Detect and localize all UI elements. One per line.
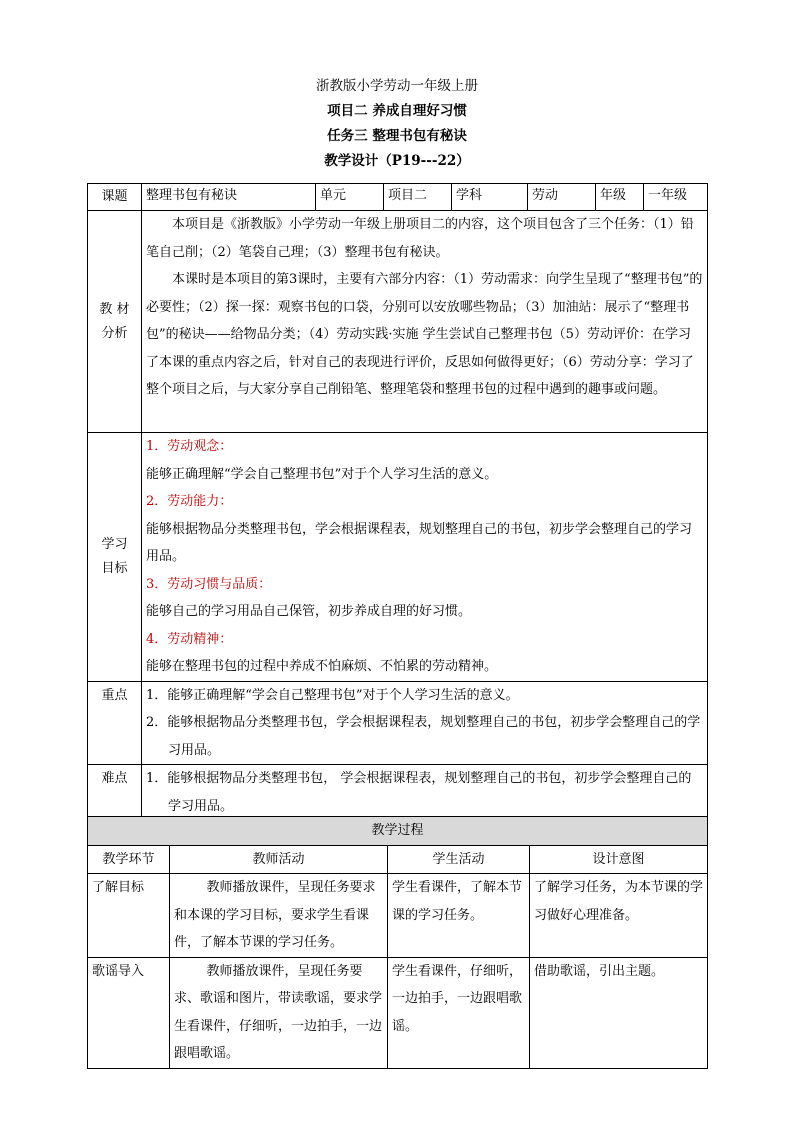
- subject-label: 学科: [452, 184, 528, 211]
- goals-label: [88, 433, 142, 682]
- analysis-paragraph: 本项目是《浙教版》小学劳动一年级上册项目二的内容，这个项目包含了三个任务：（1）铅笔自己削；（2）笔袋自己理；（3）整理书包有秘诀。: [146, 217, 694, 260]
- key-content: [142, 681, 708, 765]
- doc-title-textbook: 浙教版小学劳动一年级上册: [316, 78, 478, 94]
- unit-label: 单元: [316, 184, 384, 211]
- key-item: 2．能够根据物品分类整理书包，学会根据课程表，规划整理自己的书包，初步学会整理自己的学习用品。: [146, 715, 701, 758]
- teacher-activity: 教师播放课件，呈现任务要求、歌谣和图片，带读歌谣，要求学生看课件，仔细听，一边拍手，一边跟唱歌谣。: [170, 957, 388, 1068]
- course-label: 课题: [88, 184, 142, 211]
- analysis-row: [88, 211, 708, 433]
- analysis-label-line2: 分析: [101, 325, 128, 341]
- goal-heading: 2．劳动能力：: [146, 494, 233, 509]
- grade-label: 年级: [596, 184, 644, 211]
- goals-label-line1: 学习: [101, 536, 128, 552]
- goals-content: [142, 433, 708, 682]
- goals-row: [88, 433, 708, 682]
- student-activity: 学生看课件，了解本节课的学习任务。: [388, 874, 530, 958]
- doc-title-design: 教学设计（P19---22）: [324, 153, 470, 169]
- goal-text: 能够正确理解“学会自己整理书包”对于个人学习生活的意义。: [146, 466, 498, 482]
- teaching-process-table: [87, 816, 708, 1069]
- grade-value: 一年级: [644, 184, 708, 211]
- doc-title-project: 项目二 养成自理好习惯: [327, 103, 467, 119]
- col-header-student: 学生活动: [388, 845, 530, 874]
- goal-text: 能够在整理书包的过程中养成不怕麻烦、不怕累的劳动精神。: [146, 659, 498, 674]
- lesson-info-table: [87, 183, 708, 821]
- doc-title-task: 任务三 整理书包有秘诀: [327, 128, 467, 144]
- analysis-label: [88, 211, 142, 433]
- student-activity: 学生看课件，仔细听，一边拍手，一边跟唱歌谣。: [388, 957, 530, 1068]
- goal-heading: 3．劳动习惯与品质：: [146, 576, 272, 592]
- process-title-row: [88, 817, 708, 846]
- difficulty-label: 难点: [88, 765, 142, 821]
- analysis-paragraph: 本课时是本项目的第3课时，主要有六部分内容：（1）劳动需求：向学生呈现了“整理书包”的必要性；（2）探一探：观察书包的口袋，分别可以安放哪些物品；（3）加油站：展示了“整理书包”的秘诀——给物品分类；（4）劳动实践·实施 学生尝试自己整理书包（5）劳动评价：在学习了本课的重点内容之后，针对自己的表现进行评价，反思如何做得更好；（6）劳动分享：学习了整个项目之后，与大家分享自己削铅笔、整理笔袋和整理书包的过程中遇到的趣事或问题。: [146, 272, 703, 397]
- info-row: [88, 184, 708, 211]
- stage-cell: 歌谣导入: [88, 957, 170, 1068]
- difficulty-item: 1．能够根据物品分类整理书包， 学会根据课程表，规划整理自己的书包，初步学会整理自己的学习用品。: [146, 771, 692, 814]
- subject-value: 劳动: [528, 184, 596, 211]
- analysis-content: [142, 211, 708, 433]
- goal-text: 能够根据物品分类整理书包，学会根据课程表，规划整理自己的书包，初步学会整理自己的学习用品。: [146, 521, 693, 564]
- col-header-stage: 教学环节: [88, 845, 170, 874]
- course-value: 整理书包有秘诀: [142, 184, 316, 211]
- process-header-row: [88, 845, 708, 874]
- stage-cell: 了解目标: [88, 874, 170, 958]
- design-intent: 了解学习任务，为本节课的学习做好心理准备。: [530, 874, 708, 958]
- difficulty-content: [142, 765, 708, 821]
- process-title: 教学过程: [88, 817, 708, 846]
- design-intent: 借助歌谣，引出主题。: [530, 957, 708, 1068]
- goals-label-line2: 目标: [101, 560, 128, 576]
- goal-text: 能够自己的学习用品自己保管，初步养成自理的好习惯。: [146, 604, 472, 619]
- goal-heading: 4．劳动精神：: [146, 631, 233, 647]
- document-header: [0, 74, 794, 174]
- col-header-intent: 设计意图: [530, 845, 708, 874]
- unit-value: 项目二: [384, 184, 452, 211]
- key-label: 重点: [88, 681, 142, 765]
- analysis-label-line1: 教 材: [99, 301, 130, 317]
- process-row: [88, 957, 708, 1068]
- teacher-activity: 教师播放课件，呈现任务要求和本课的学习目标，要求学生看课件，了解本节课的学习任务。: [170, 874, 388, 958]
- difficulty-row: [88, 765, 708, 821]
- key-points-row: [88, 681, 708, 765]
- key-item: 1．能够正确理解“学会自己整理书包”对于个人学习生活的意义。: [146, 687, 519, 703]
- process-row: [88, 874, 708, 958]
- col-header-teacher: 教师活动: [170, 845, 388, 874]
- goal-heading: 1．劳动观念：: [146, 439, 233, 454]
